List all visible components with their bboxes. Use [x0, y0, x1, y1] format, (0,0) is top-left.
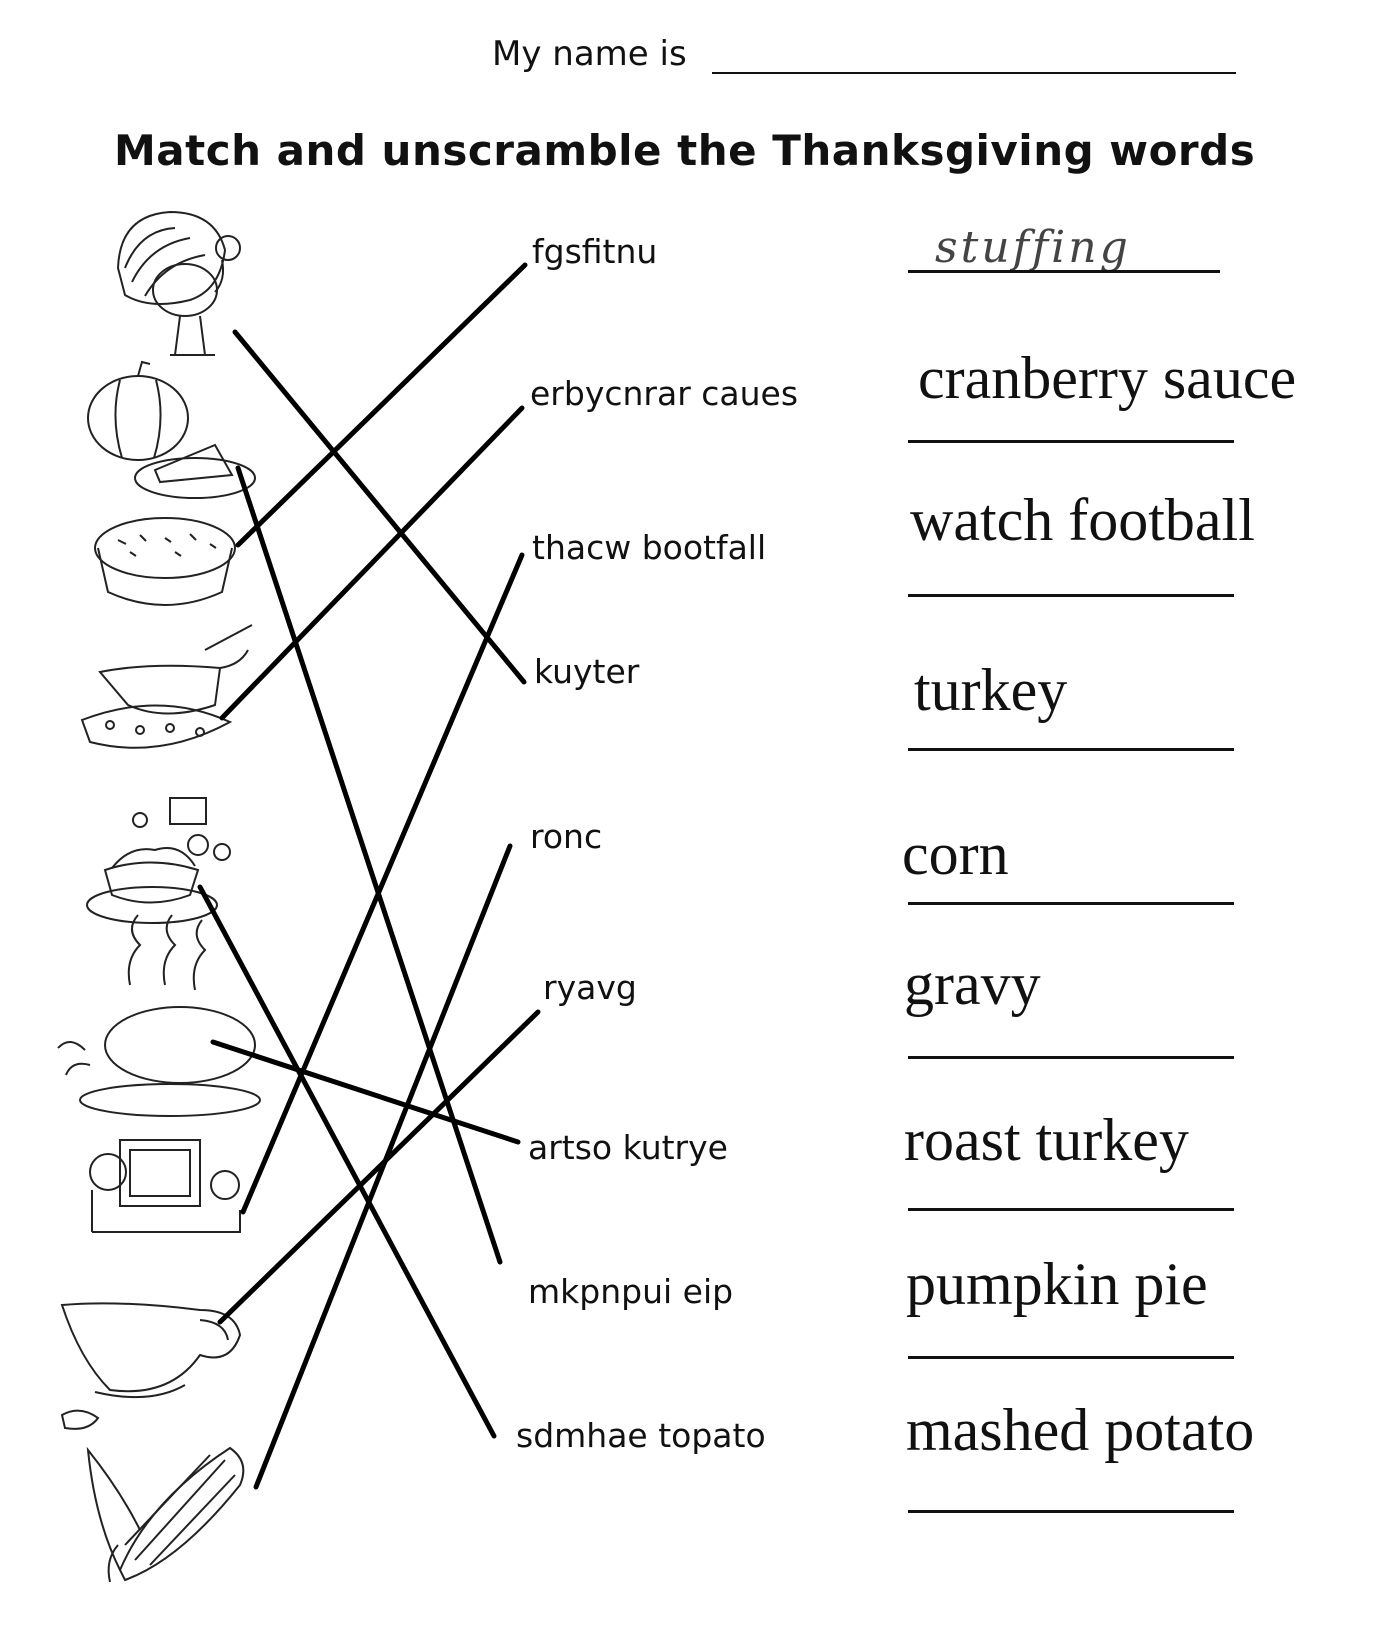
scrambled-word-9: sdmhae topato [516, 1416, 766, 1455]
scrambled-word-6: ryavg [543, 968, 637, 1007]
worksheet-title: Match and unscramble the Thanksgiving words [114, 126, 1256, 175]
answer-line-8[interactable] [908, 1356, 1234, 1359]
match-line-roast-turkey [213, 1042, 518, 1142]
answer-7: roast turkey [904, 1107, 1189, 1173]
scrambled-word-1: fgsfitnu [532, 232, 658, 271]
scrambled-word-8: mkpnpui eip [528, 1272, 734, 1311]
answer-line-3[interactable] [908, 594, 1234, 597]
answer-4: turkey [914, 657, 1068, 723]
answer-1: stuffing [935, 222, 1131, 273]
cranberry-sauce-icon [82, 625, 252, 748]
answer-6: gravy [904, 951, 1041, 1017]
match-line-stuffing [238, 265, 525, 545]
match-line-pumpkin-pie [238, 468, 500, 1262]
scrambled-word-4: kuyter [534, 652, 640, 691]
turkey-icon [118, 212, 240, 355]
name-label: My name is [492, 34, 687, 74]
gravy-boat-icon [62, 1303, 240, 1429]
watch-football-icon [90, 1140, 240, 1232]
answer-line-9[interactable] [908, 1510, 1234, 1513]
answer-8: pumpkin pie [906, 1251, 1208, 1317]
answer-9: mashed potato [906, 1397, 1255, 1463]
corn-icon [88, 1448, 243, 1582]
answer-line-4[interactable] [908, 748, 1234, 751]
scrambled-word-5: ronc [530, 817, 603, 856]
scrambled-word-7: artso kutrye [528, 1128, 728, 1167]
answer-2: cranberry sauce [918, 345, 1297, 411]
answer-5: corn [902, 821, 1009, 887]
answer-line-5[interactable] [908, 902, 1234, 905]
answer-line-6[interactable] [908, 1056, 1234, 1059]
stuffing-casserole-icon [95, 518, 235, 605]
answer-line-7[interactable] [908, 1208, 1234, 1211]
pumpkin-pie-icon [88, 362, 255, 498]
answer-line-2[interactable] [908, 440, 1234, 443]
match-lines [200, 265, 538, 1487]
scrambled-word-3: thacw bootfall [532, 528, 767, 567]
answer-3: watch football [910, 487, 1255, 553]
answer-line-1[interactable] [908, 270, 1220, 273]
scrambled-word-2: erbycnrar caues [530, 374, 799, 413]
